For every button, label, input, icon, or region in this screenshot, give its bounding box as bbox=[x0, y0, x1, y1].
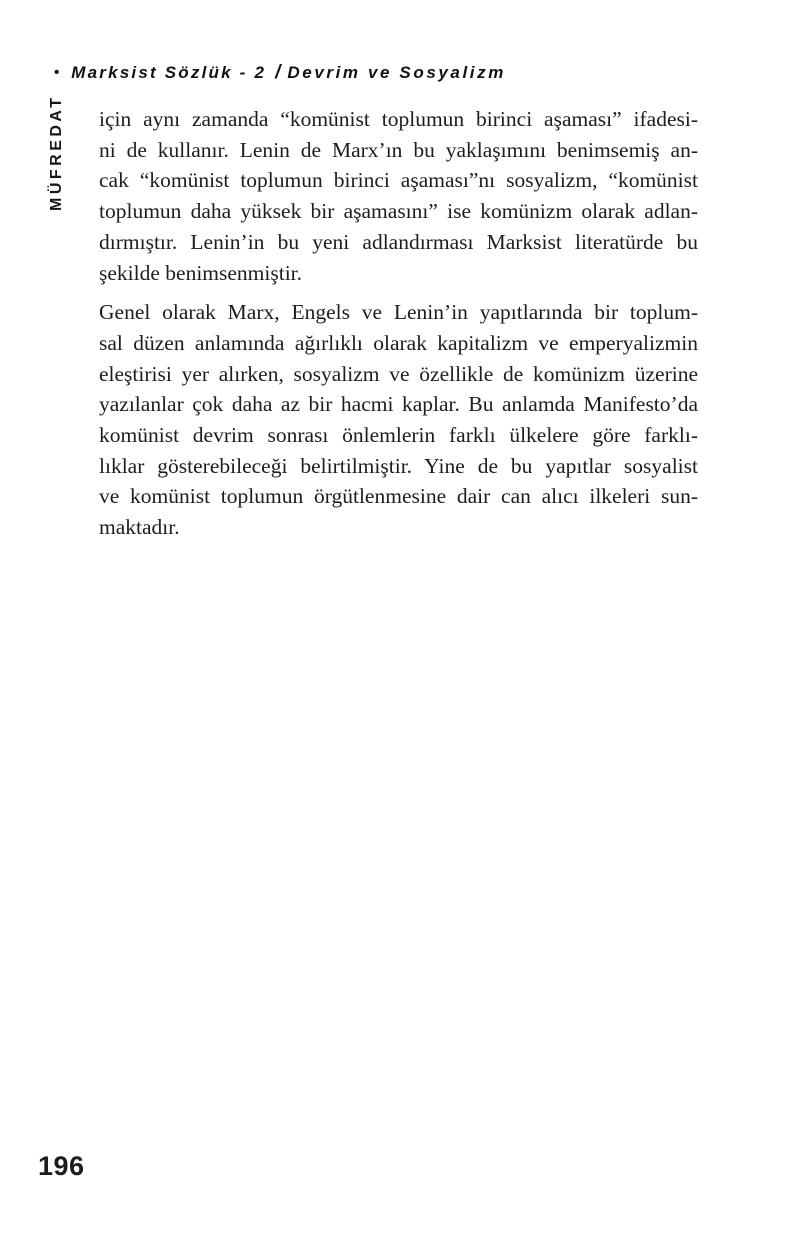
header-separator: / bbox=[275, 62, 281, 83]
paragraph bbox=[99, 297, 698, 543]
margin-label-mufredat: MÜFREDAT bbox=[48, 94, 65, 211]
running-header bbox=[54, 62, 506, 84]
text-line: toplumun daha yüksek bir aşamasını” ise komünizm olarak adlan- bbox=[99, 199, 698, 224]
text-line: eleştirisi yer alırken, sosyalizm ve özellikle de komünizm üzerine bbox=[99, 361, 698, 386]
text-line: ve komünist toplumun örgütlenmesine dair can alıcı ilkeleri sun- bbox=[99, 484, 698, 509]
paragraph bbox=[99, 104, 698, 288]
chapter-title: Devrim ve Sosyalizm bbox=[287, 63, 506, 82]
text-line: yazılanlar çok daha az bir hacmi kaplar. Bu anlamda Manifesto’da bbox=[99, 392, 698, 417]
page-number: 196 bbox=[38, 1151, 85, 1181]
text-line: cak “komünist toplumun birinci aşaması”nı sosyalizm, “komünist bbox=[99, 168, 698, 193]
page-body bbox=[99, 104, 698, 543]
text-line: ni de kullanır. Lenin de Marx’ın bu yaklaşımını benimsemiş an- bbox=[99, 137, 698, 162]
text-line: için aynı zamanda “komünist toplumun birinci aşaması” ifadesi- bbox=[99, 107, 698, 131]
text-line: maktadır. bbox=[99, 515, 180, 540]
bullet-icon: • bbox=[54, 64, 60, 81]
text-line: şekilde benimsenmiştir. bbox=[99, 260, 303, 285]
text-line: dırmıştır. Lenin’in bu yeni adlandırması Marksist literatürde bu bbox=[99, 229, 698, 254]
text-line: sal düzen anlamında ağırlıklı olarak kapitalizm ve emperyalizmin bbox=[99, 330, 698, 355]
text-line: lıklar gösterebileceği belirtilmiştir. Yine de bu yapıtlar sosyalist bbox=[99, 453, 698, 478]
series-title: Marksist Sözlük - 2 bbox=[71, 63, 267, 82]
text-line: Genel olarak Marx, Engels ve Lenin’in yapıtlarında bir toplum- bbox=[99, 300, 698, 325]
text-line: komünist devrim sonrası önlemlerin farklı ülkelere göre farklı- bbox=[99, 423, 698, 448]
